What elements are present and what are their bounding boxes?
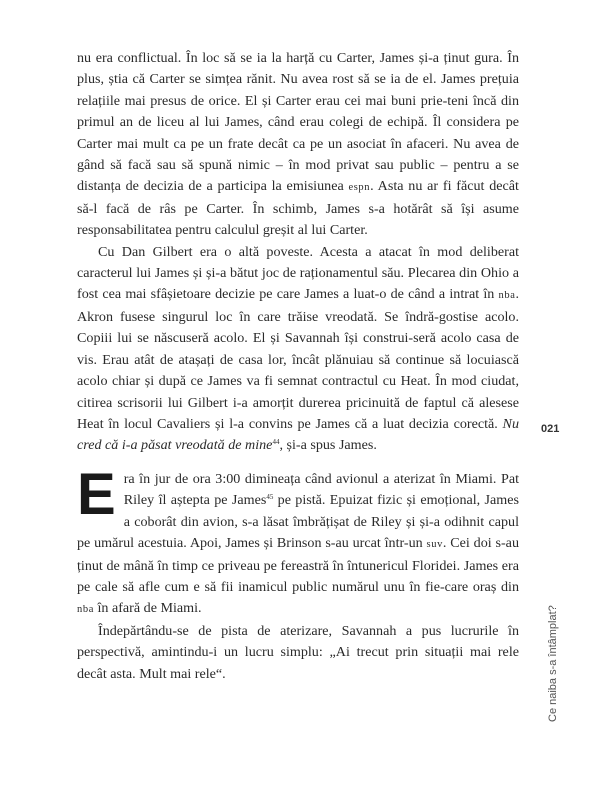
small-caps-abbr: suv (426, 539, 443, 551)
small-caps-abbr: espn (348, 182, 371, 194)
page-number: 021 (541, 423, 560, 435)
drop-cap: E (77, 462, 116, 527)
paragraph (77, 242, 519, 457)
time-value: 3:00 (215, 471, 241, 487)
text-span: , și-a spus James. (279, 437, 377, 454)
text-span: . Cei doi s-au ținut de mână în timp ce priveau pe fereastră în întunericul Floridei. James era pe cale să afle cum e să fii inamicul public numărul unu în fie-care oraș din (77, 535, 519, 596)
footnote-ref: 45 (266, 493, 274, 502)
italic-quote: Nu cred că i-a păsat vreodată de mine (77, 415, 519, 454)
small-caps-abbr: nba (77, 604, 94, 616)
text-span: . Akron fusese singurul loc în care trăise vreodată. Se îndră-gostise acolo. Copiii lui se născuseră acolo. El și Savannah își construi-seră acolo casa de vis. Erau atât de atașați de casa lor, încât plănuiau să continue să locuiască acolo chiar și după ce James va fi semnat contractul cu Heat. În mod ciudat, citirea scrisorii lui Gilbert i-a amorțit durerea pricinuită de faptul că alesese Heat în locul Cavaliers și l-a convins pe James că a luat decizia corectă. (77, 286, 519, 432)
running-head: Ce naiba s-a întâmplat? (547, 605, 559, 722)
text-span: nu era conflictual. În loc să se ia la harță cu Carter, James și-a ținut gura. În plus, știa că Carter se simțea rănit. Nu avea rost să se ia de el. James prețuia relațiile mai presus de orice. El și Carter erau cei mai buni prie-teni încă din primul an de liceu al lui James, când erau colegi de echipă. Îl considera pe Carter mai mult ca pe un frate decât ca pe un asociat în afaceri. Nu avea de gând să facă sau să spună nimic – în mod privat sau public – pentru a se distanța de decizia de a participa la emisiunea (77, 50, 519, 195)
paragraph (77, 48, 519, 242)
paragraph (77, 462, 519, 621)
section-continued-text (77, 48, 519, 457)
text-span: ra în jur de ora (123, 471, 216, 487)
text-span: . Asta nu ar fi făcut decât să-l facă de râs pe Carter. În schimb, James s-a hotărât să își asume responsabilitatea pentru calculul greșit al lui Carter. (77, 178, 519, 239)
text-span: dimineața când avionul a aterizat în Miami. Pat Riley îl aștepta pe James (123, 471, 519, 509)
small-caps-abbr: nba (498, 290, 516, 302)
text-span: în afară de Miami. (93, 600, 202, 617)
footnote-ref: 44 (272, 438, 280, 447)
text-span: Cu Dan Gilbert era o altă poveste. Acesta a atacat în mod deliberat caracterul lui James și și-a bătut joc de raționamentul său. Plecarea din Ohio a fost cea mai sfâșietoare decizie pe care James a luat-o de când a intrat în (77, 243, 519, 303)
paragraph: Îndepărtându-se de pista de aterizare, Savannah a pus lucrurile în perspectivă, amintindu-i un lucru simplu: „Ai trecut prin situații mai rele decât asta. Mult mai rele“. (77, 622, 519, 682)
text-span: pe pistă. Epuizat fizic și emoțional, James a coborât din avion, s-a lăsat îmbrățișat de Riley și și-a odihnit capul pe umărul acestuia. Apoi, James și Brinson s-au urcat într-un (77, 492, 519, 552)
new-section-text (77, 462, 519, 685)
